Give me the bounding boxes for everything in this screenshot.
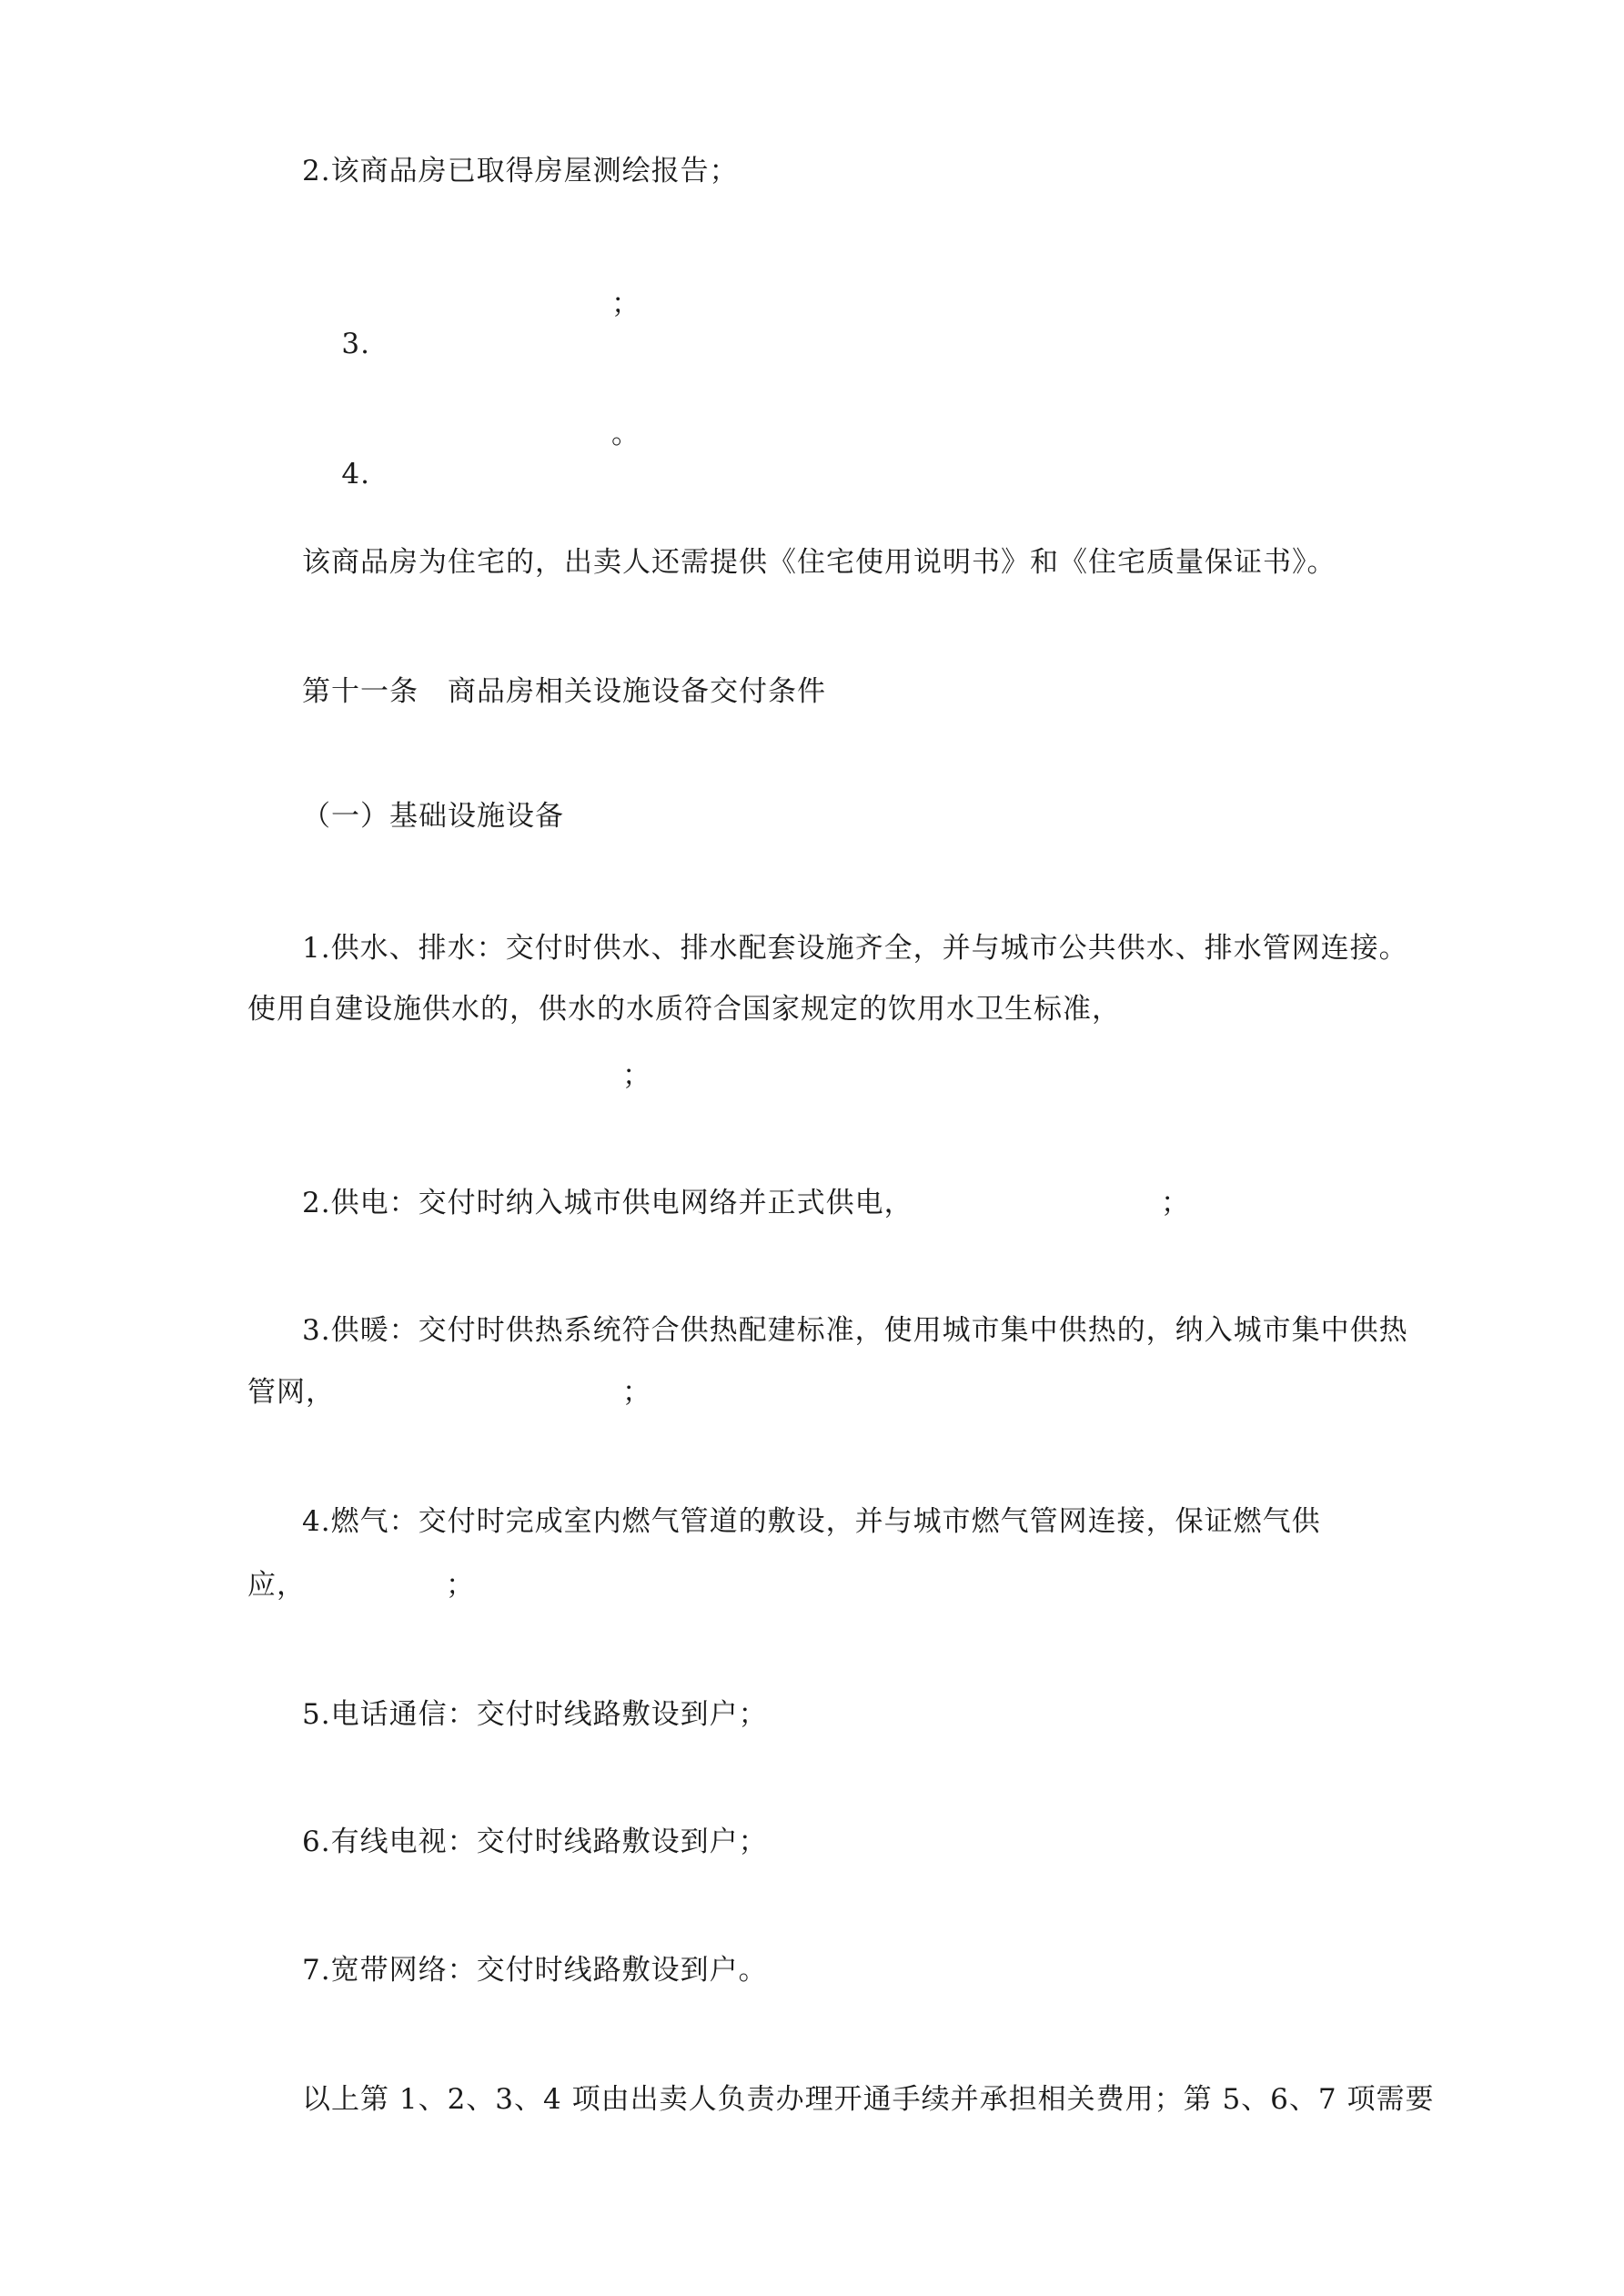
electricity-end: ； [1161, 1187, 1190, 1219]
gas-end: ； [446, 1569, 475, 1602]
heating-line-2: 管网， [247, 1376, 335, 1409]
electricity-line: 2.供电：交付时纳入城市供电网络并正式供电， [302, 1187, 913, 1219]
item-4-end: 。 [611, 418, 641, 450]
item-2-text: 2.该商品房已取得房屋测绘报告； [302, 155, 739, 187]
water-line-1: 1.供水、排水：交付时供水、排水配套设施齐全，并与城市公共供水、排水管网连接。 [302, 932, 1408, 965]
broadband-line: 7.宽带网络：交付时线路敷设到户。 [302, 1954, 768, 1987]
water-line-2: 使用自建设施供水的，供水的水质符合国家规定的饮用水卫生标准， [247, 993, 1121, 1026]
telephone-line: 5.电话通信：交付时线路敷设到户； [302, 1698, 768, 1731]
item-4-line [302, 414, 370, 534]
residential-note: 该商品房为住宅的，出卖人还需提供《住宅使用说明书》和《住宅质量保证书》。 [302, 546, 1337, 579]
item-4-number: 4. [341, 458, 370, 491]
section-1-title: （一）基础设施设备 [302, 800, 564, 833]
item-3-number: 3. [341, 328, 370, 360]
water-line-3-end: ； [622, 1059, 651, 1092]
gas-line-2: 应， [247, 1569, 306, 1602]
item-3-line [302, 284, 370, 404]
item-3-end: ； [611, 288, 641, 320]
heating-end: ； [622, 1376, 651, 1409]
cable-tv-line: 6.有线电视：交付时线路敷设到户； [302, 1826, 768, 1858]
article-11-title: 第十一条 商品房相关设施设备交付条件 [302, 675, 826, 708]
final-note: 以上第 1、2、3、4 项由出卖人负责办理开通手续并承担相关费用；第 5、6、7 项需要 [302, 2083, 1435, 2116]
gas-line-1: 4.燃气：交付时完成室内燃气管道的敷设，并与城市燃气管网连接，保证燃气供 [302, 1505, 1321, 1538]
heating-line-1: 3.供暖：交付时供热系统符合供热配建标准，使用城市集中供热的，纳入城市集中供热 [302, 1314, 1408, 1347]
